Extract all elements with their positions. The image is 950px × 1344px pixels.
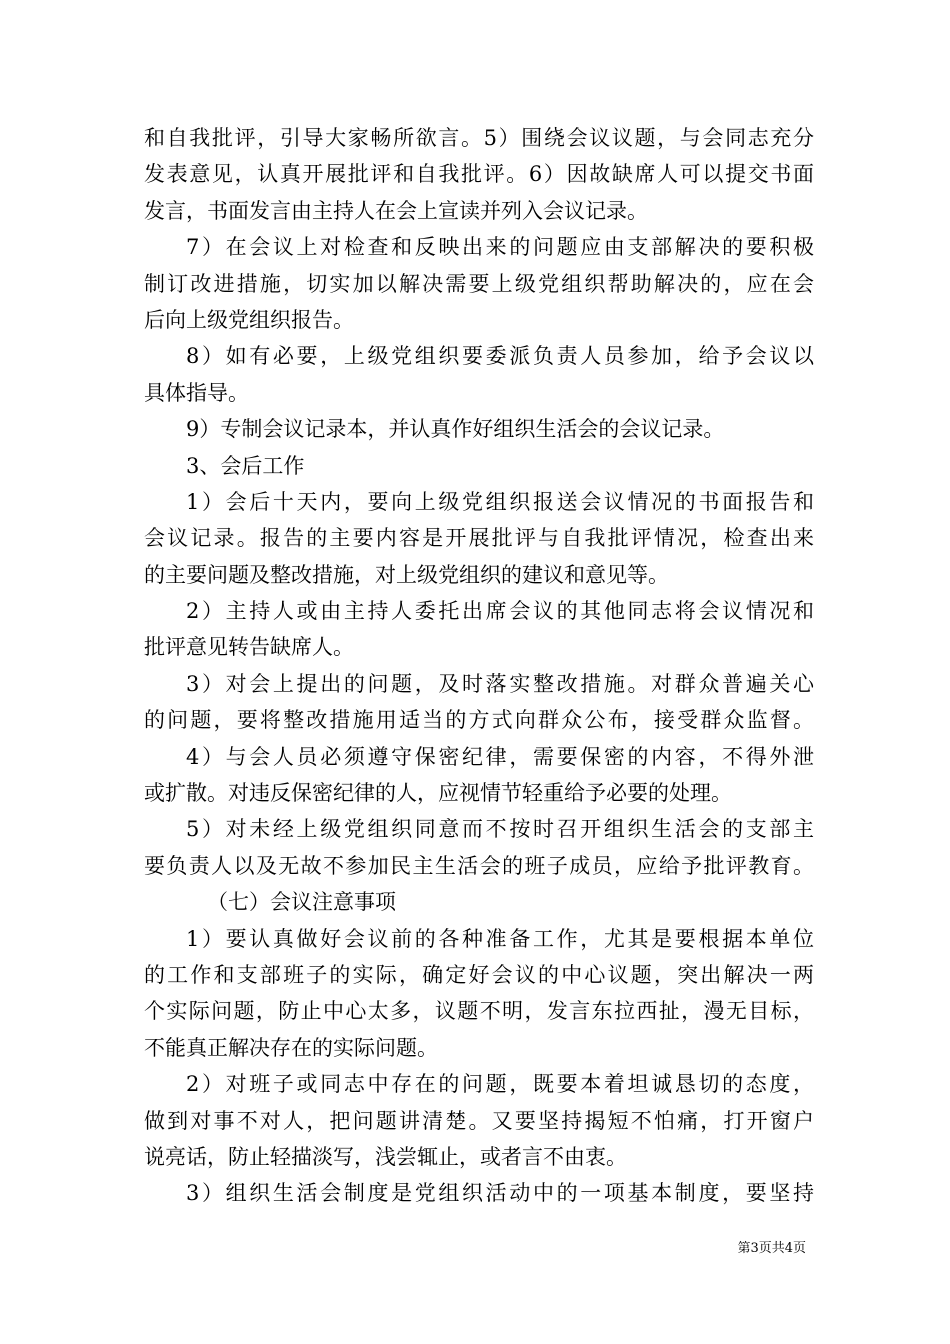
text-line: 具体指导。 (144, 380, 249, 405)
text-line: 说亮话，防止轻描淡写，浅尝辄止，或者言不由衷。 (144, 1144, 627, 1169)
section-heading: （七）会议注意事项 (207, 890, 396, 915)
text-line: 批评意见转告缺席人。 (144, 635, 354, 660)
page-number: 第3页共4页 (737, 1241, 806, 1256)
text-line: 发言，书面发言由主持人在会上宣读并列入会议记录。 (144, 198, 648, 223)
text-line: 做到对事不对人，把问题讲清楚。又要坚持揭短不怕痛，打开窗户 (144, 1108, 814, 1133)
text-line: 2）主持人或由主持人委托出席会议的其他同志将会议情况和 (186, 599, 814, 624)
body-text (144, 120, 814, 1212)
text-line: 1）会后十天内，要向上级党组织报送会议情况的书面报告和 (186, 489, 814, 514)
section-heading: 3、会后工作 (186, 453, 305, 478)
text-line: 个实际问题，防止中心太多，议题不明，发言东拉西扯，漫无目标， (144, 999, 814, 1024)
text-line: 2）对班子或同志中存在的问题，既要本着坦诚恳切的态度， (186, 1072, 814, 1097)
text-line: 制订改进措施，切实加以解决需要上级党组织帮助解决的，应在会 (144, 271, 814, 296)
text-line: 5）对未经上级党组织同意而不按时召开组织生活会的支部主 (186, 817, 814, 842)
text-line: 3）对会上提出的问题，及时落实整改措施。对群众普遍关心 (186, 671, 814, 696)
text-line: 的主要问题及整改措施，对上级党组织的建议和意见等。 (144, 562, 669, 587)
text-line: 的问题，要将整改措施用适当的方式向群众公布，接受群众监督。 (144, 708, 814, 733)
text-line: 会议记录。报告的主要内容是开展批评与自我批评情况，检查出来 (144, 526, 814, 551)
text-line: 9）专制会议记录本，并认真作好组织生活会的会议记录。 (186, 417, 725, 442)
text-line: 发表意见，认真开展批评和自我批评。6）因故缺席人可以提交书面 (144, 162, 814, 187)
text-line: 8）如有必要，上级党组织要委派负责人员参加，给予会议以 (186, 344, 814, 369)
text-line: 和自我批评，引导大家畅所欲言。5）围绕会议议题，与会同志充分 (144, 126, 814, 150)
text-line: 的工作和支部班子的实际，确定好会议的中心议题，突出解决一两 (144, 962, 814, 987)
text-line: 4）与会人员必须遵守保密纪律，需要保密的内容，不得外泄 (186, 744, 814, 769)
text-line: 3）组织生活会制度是党组织活动中的一项基本制度，要坚持 (186, 1181, 814, 1206)
text-line: 1）要认真做好会议前的各种准备工作，尤其是要根据本单位 (186, 926, 814, 951)
text-line: 7）在会议上对检查和反映出来的问题应由支部解决的要积极 (186, 235, 814, 260)
text-line: 后向上级党组织报告。 (144, 307, 354, 332)
text-line: 要负责人以及无故不参加民主生活会的班子成员，应给予批评教育。 (144, 853, 814, 878)
text-line: 或扩散。对违反保密纪律的人，应视情节轻重给予必要的处理。 (144, 781, 732, 806)
text-line: 不能真正解决存在的实际问题。 (144, 1035, 438, 1060)
